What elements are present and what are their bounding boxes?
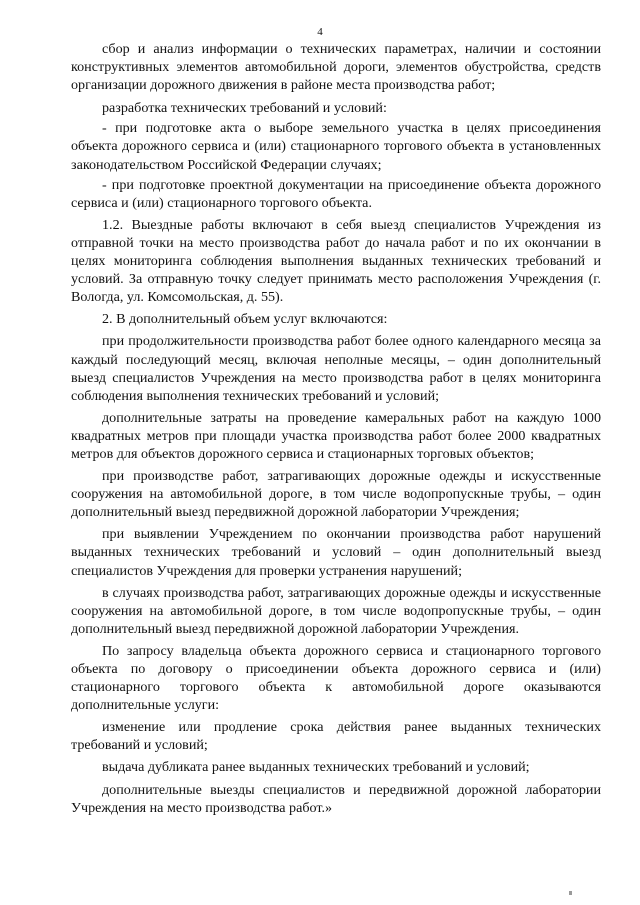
paragraph-extension: изменение или продление срока действия ранее выданных технических требований и условий; bbox=[71, 719, 601, 754]
paragraph-requirements-development: разработка технических требований и условий: bbox=[102, 100, 387, 117]
paragraph-monthly-visit: при продолжительности производства работ более одного календарного месяца за каждый последующий месяц, включая неполные месяцы, – один дополнительный выезд специалистов Учреждения на место производства работ в целях мониторинга соблюдения выполнения технических требований и условий; bbox=[71, 333, 601, 404]
scan-artifact bbox=[569, 891, 572, 895]
paragraph-violations-visit: при выявлении Учреждением по окончании производства работ нарушений выданных технических требований и условий – один дополнительный выезд специалистов Учреждения для проверки устранения нарушений; bbox=[71, 526, 601, 579]
paragraph-project-documentation: - при подготовке проектной документации на присоединение объекта дорожного сервиса и (или) стационарного торгового объекта. bbox=[71, 176, 601, 211]
paragraph-section-1-2: 1.2. Выездные работы включают в себя выезд специалистов Учреждения из отправной точки на место производства работ до начала работ и по их окончании в целях мониторинга соблюдения выполнения выданных технических требований и условий. За отправную точку следует принимать место расположения Учреждения (г. Вологда, ул. Комсомольская, д. 55). bbox=[71, 216, 601, 306]
page-number: 4 bbox=[317, 26, 323, 38]
paragraph-additional-visits: дополнительные выезды специалистов и передвижной дорожной лаборатории Учреждения на место производства работ.» bbox=[71, 781, 601, 816]
paragraph-desk-work-costs: дополнительные затраты на проведение камеральных работ на каждую 1000 квадратных метров при площади участка производства работ более 2000 квадратных метров для объектов дорожного сервиса и стационарных торговых объектов; bbox=[71, 409, 601, 462]
paragraph-data-collection: сбор и анализ информации о технических параметрах, наличии и состоянии конструктивных элементов автомобильной дороги, элементов обустройства, средств организации дорожного движения в районе места производства работ; bbox=[71, 41, 601, 94]
paragraph-section-2: 2. В дополнительный объем услуг включаются: bbox=[102, 311, 388, 328]
paragraph-lab-visit: при производстве работ, затрагивающих дорожные одежды и искусственные сооружения на автомобильной дороге, в том числе водопропускные трубы, – один дополнительный выезд передвижной дорожной лаборатории Учреждения; bbox=[71, 468, 601, 521]
document-body bbox=[71, 40, 601, 817]
paragraph-owner-request: По запросу владельца объекта дорожного сервиса и стационарного торгового объекта по договору о присоединении объекта дорожного сервиса и (или) стационарного торгового объекта к автомобильной дороге оказываются дополнительные услуги: bbox=[71, 642, 601, 714]
paragraph-lab-visit-cases: в случаях производства работ, затрагивающих дорожные одежды и искусственные сооружения на автомобильной дороге, в том числе водопропускные трубы, – один дополнительный выезд передвижной дорожной лаборатории Учреждения. bbox=[71, 584, 601, 637]
paragraph-duplicate: выдача дубликата ранее выданных технических требований и условий; bbox=[102, 759, 530, 776]
paragraph-land-plot-act: - при подготовке акта о выборе земельного участка в целях присоединения объекта дорожного сервиса и (или) стационарного торгового объекта в установленных законодательством Российской Федерации случаях; bbox=[71, 120, 601, 173]
